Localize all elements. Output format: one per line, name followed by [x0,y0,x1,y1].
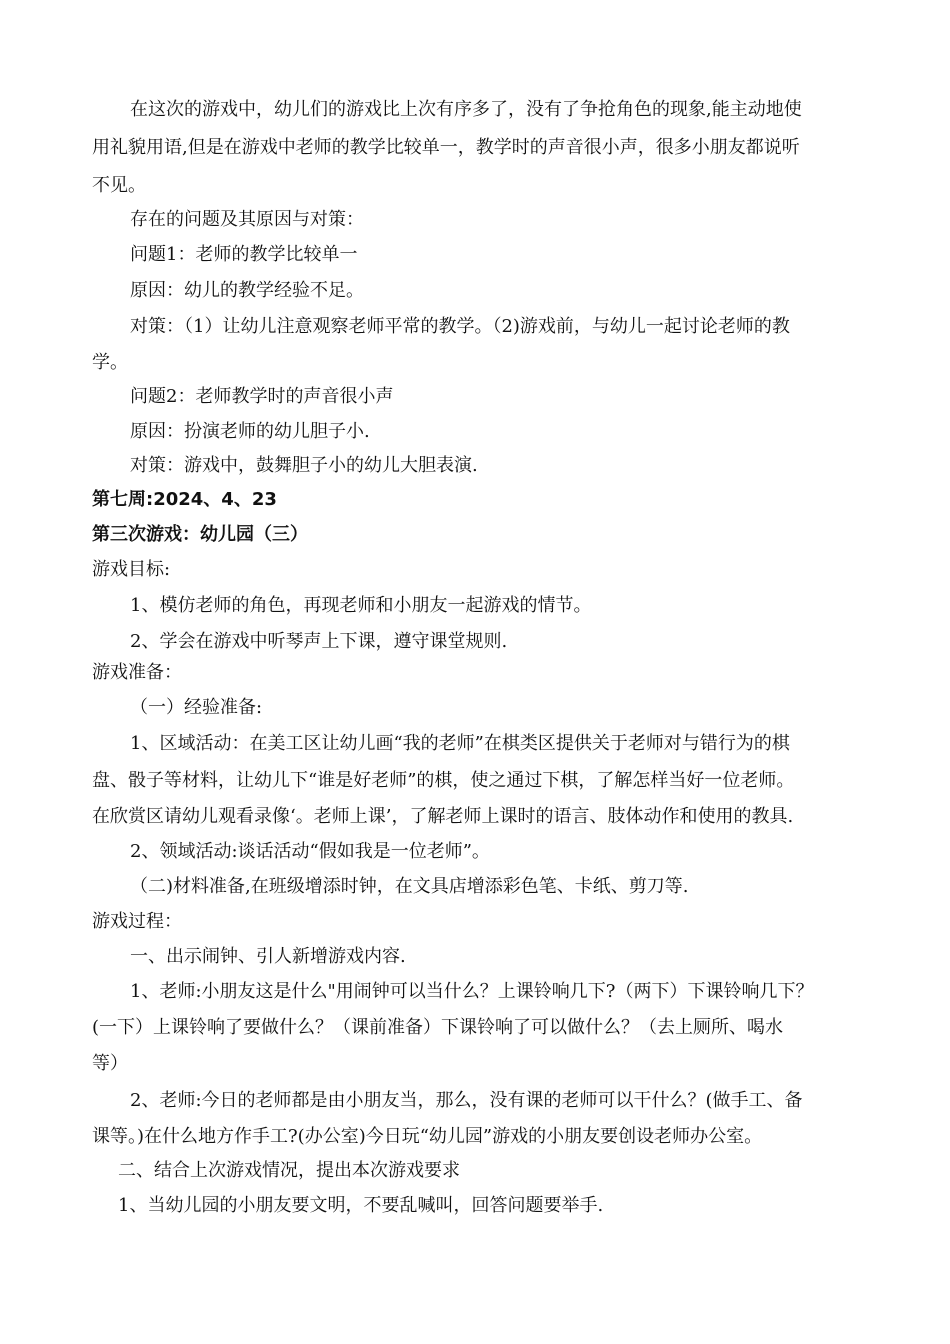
paragraph-line: 问题1：老师的教学比较单一 [130,244,358,265]
paragraph-line: 用礼貌用语,但是在游戏中老师的教学比较单一，教学时的声音很小声，很多小朋友都说听 [92,137,800,158]
subheading: 游戏过程： [92,911,182,932]
paragraph-line: 2、学会在游戏中听琴声上下课，遵守课堂规则. [130,631,508,652]
paragraph-line: 一、出示闹钟、引人新增游戏内容. [130,946,406,967]
paragraph-line: 1、模仿老师的角色，再现老师和小朋友一起游戏的情节。 [130,595,592,616]
paragraph-line: 存在的问题及其原因与对策： [130,209,364,230]
paragraph-line: (一下）上课铃响了要做什么？（课前准备）下课铃响了可以做什么？（去上厕所、喝水 [92,1017,784,1038]
paragraph-line: 1、区域活动：在美工区让幼儿画“我的老师”在棋类区提供关于老师对与错行为的棋 [130,733,790,754]
paragraph-line: 二、结合上次游戏情况，提出本次游戏要求 [118,1160,460,1181]
section-date-heading: 第七周:2024、4、23 [92,489,277,510]
paragraph-line: （一）经验准备: [130,697,263,718]
paragraph-line: 课等。)在什么地方作手工?(办公室)今日玩“幼儿园”游戏的小朋友要创设老师办公室。 [92,1126,763,1147]
paragraph-line: 2、老师:今日的老师都是由小朋友当，那么，没有课的老师可以干什么？(做手工、备 [130,1090,803,1111]
subheading: 游戏准备： [92,662,182,683]
subheading: 游戏目标: [92,559,171,580]
paragraph-line: 学。 [92,352,128,373]
paragraph-line: 对策：（1）让幼儿注意观察老师平常的教学。（2)游戏前，与幼儿一起讨论老师的教 [130,316,790,337]
section-game-heading: 第三次游戏：幼儿园（三） [92,524,308,545]
paragraph-line: 原因：扮演老师的幼儿胆子小. [130,421,370,442]
paragraph-line: 对策：游戏中，鼓舞胆子小的幼儿大胆表演. [130,455,478,476]
paragraph-line: 2、领域活动:谈话活动“假如我是一位老师”。 [130,841,490,862]
paragraph-line: 1、老师:小朋友这是什么"用闹钟可以当什么？上课铃响几下?（两下）下课铃响几下？ [130,981,814,1002]
paragraph-line: 问题2：老师教学时的声音很小声 [130,386,394,407]
paragraph-line: 在这次的游戏中，幼儿们的游戏比上次有序多了，没有了争抢角色的现象,能主动地使 [130,99,802,120]
paragraph-line: 原因：幼儿的教学经验不足。 [130,280,364,301]
paragraph-line: 1、当幼儿园的小朋友要文明，不要乱喊叫，回答问题要举手. [118,1195,604,1216]
paragraph-line: 等） [92,1053,128,1074]
paragraph-line: 盘、骰子等材料，让幼儿下“谁是好老师”的棋，使之通过下棋，了解怎样当好一位老师。 [92,770,795,791]
paragraph-line: 不见。 [92,175,146,196]
paragraph-line: 在欣赏区请幼儿观看录像‘。老师上课’，了解老师上课时的语言、肢体动作和使用的教具. [92,806,794,827]
paragraph-line: （二)材料准备,在班级增添时钟，在文具店增添彩色笔、卡纸、剪刀等. [130,876,689,897]
